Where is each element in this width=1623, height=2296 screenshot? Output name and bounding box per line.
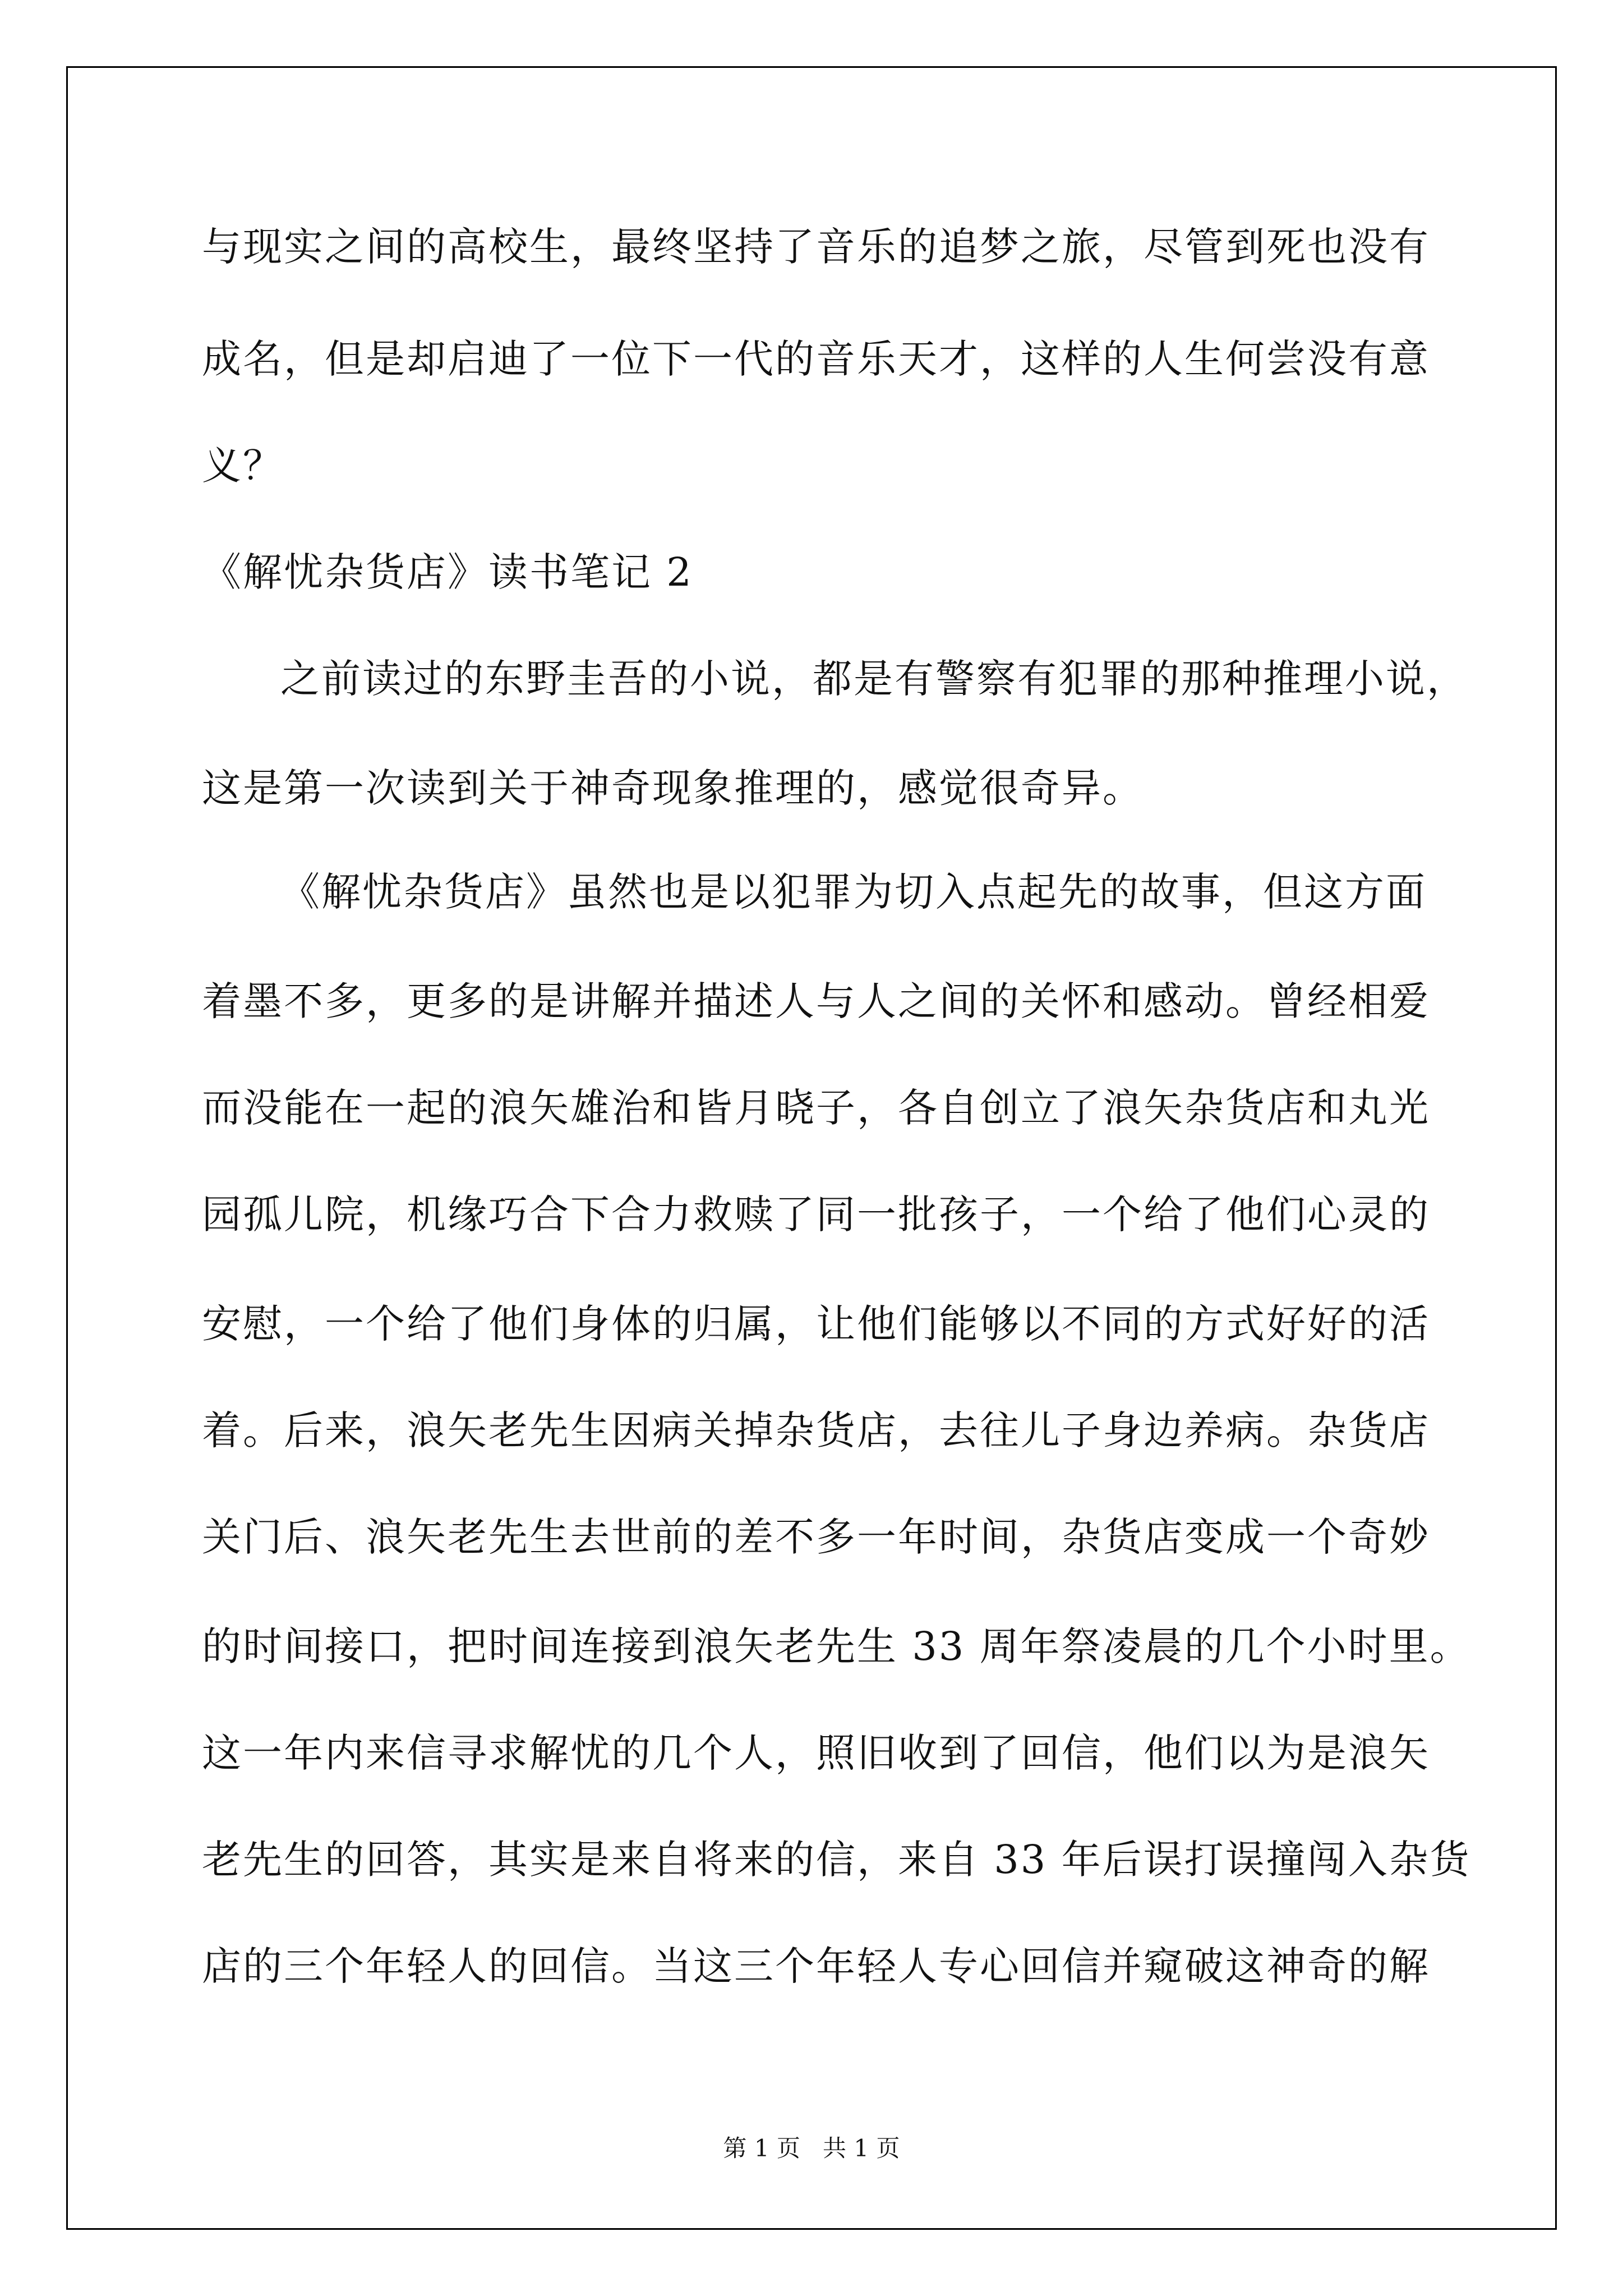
paragraph-start: 之前读过的东野圭吾的小说，都是有警察有犯罪的那种推理小说， xyxy=(280,656,1468,702)
text-line: 园孤儿院，机缘巧合下合力救赎了同一批孩子，一个给了他们心灵的 xyxy=(202,1191,1430,1237)
text-line: 义？ xyxy=(202,443,284,489)
paragraph-start: 《解忧杂货店》虽然也是以犯罪为切入点起先的故事，但这方面 xyxy=(280,869,1427,915)
text-line: 店的三个年轻人的回信。当这三个年轻人专心回信并窥破这神奇的解 xyxy=(202,1943,1430,1989)
text-line: 的时间接口，把时间连接到浪矢老先生 33 周年祭凌晨的几个小时里。 xyxy=(202,1623,1471,1669)
text-line: 与现实之间的高校生，最终坚持了音乐的追梦之旅，尽管到死也没有 xyxy=(202,224,1430,270)
section-heading: 《解忧杂货店》读书笔记 2 xyxy=(202,549,693,595)
text-line: 成名，但是却启迪了一位下一代的音乐天才，这样的人生何尝没有意 xyxy=(202,336,1430,382)
text-line: 老先生的回答，其实是来自将来的信，来自 33 年后误打误撞闯入杂货 xyxy=(202,1837,1471,1883)
text-line: 而没能在一起的浪矢雄治和皆月晓子，各自创立了浪矢杂货店和丸光 xyxy=(202,1085,1430,1131)
text-line: 这是第一次读到关于神奇现象推理的，感觉很奇异。 xyxy=(202,765,1144,811)
text-line: 这一年内来信寻求解忧的几个人，照旧收到了回信，他们以为是浪矢 xyxy=(202,1730,1430,1776)
text-line: 安慰，一个给了他们身体的归属，让他们能够以不同的方式好好的活 xyxy=(202,1301,1430,1347)
text-line: 关门后、浪矢老先生去世前的差不多一年时间，杂货店变成一个奇妙 xyxy=(202,1514,1430,1560)
page-footer: 第 1 页 共 1 页 xyxy=(723,2134,900,2162)
page-border xyxy=(66,66,1557,2230)
text-line: 着。后来，浪矢老先生因病关掉杂货店，去往儿子身边养病。杂货店 xyxy=(202,1407,1430,1453)
text-line: 着墨不多，更多的是讲解并描述人与人之间的关怀和感动。曾经相爱 xyxy=(202,978,1430,1024)
